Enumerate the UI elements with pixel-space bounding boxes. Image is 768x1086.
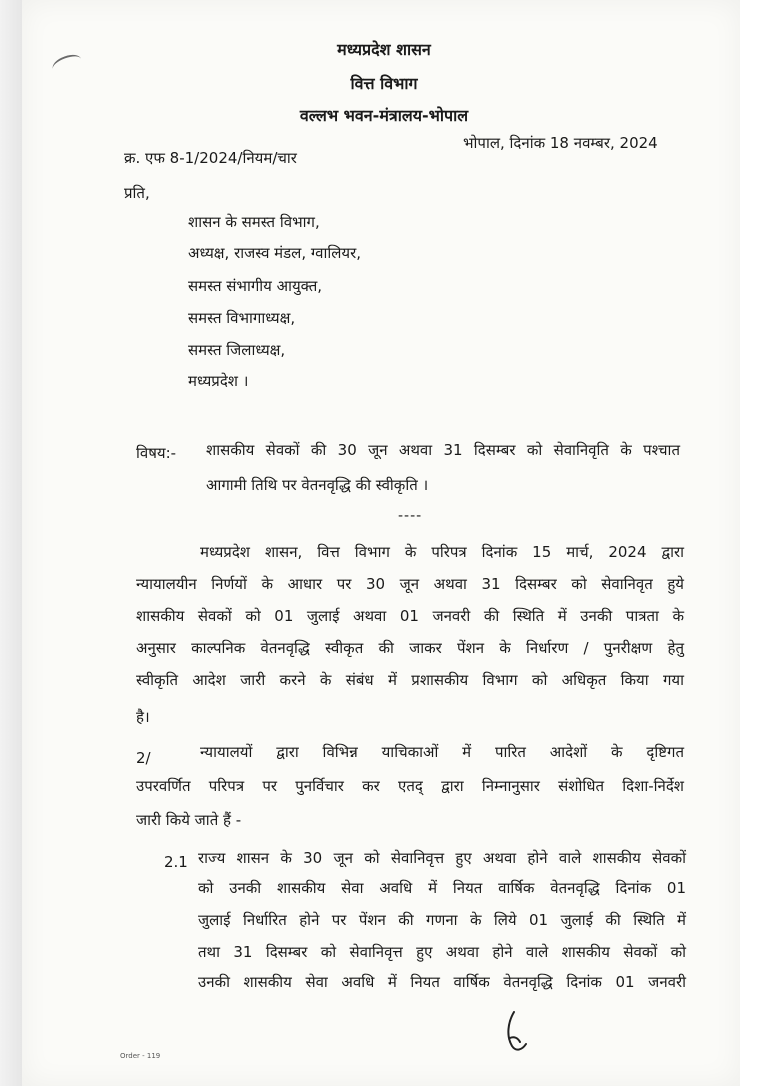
- header-government: मध्यप्रदेश शासन: [337, 40, 431, 59]
- reference-number: क्र. एफ 8-1/2024/नियम/चार: [124, 149, 297, 167]
- subject-line: आगामी तिथि पर वेतनवृद्धि की स्वीकृति ।: [206, 476, 429, 494]
- para-number: 2/: [136, 749, 151, 767]
- header-address: वल्लभ भवन-मंत्रालय-भोपाल: [299, 106, 469, 125]
- scan-left-edge: [0, 0, 22, 1086]
- subject-line: शासकीय सेवकों की 30 जून अथवा 31 दिसम्बर को सेवानिवृति के पश्चात: [206, 441, 680, 459]
- body-line: न्यायालयों द्वारा विभिन्न याचिकाओं में पारित आदेशों के दृष्टिगत: [200, 743, 684, 761]
- signature-mark: [500, 1008, 536, 1056]
- body-line: तथा 31 दिसम्बर को सेवानिवृत्त हुए अथवा होने वाले शासकीय सेवकों को: [198, 943, 686, 961]
- para-number: 2.1: [164, 853, 188, 871]
- recipient: समस्त जिलाध्यक्ष,: [188, 341, 286, 359]
- body-line: मध्यप्रदेश शासन, वित्त विभाग के परिपत्र दिनांक 15 मार्च, 2024 द्वारा: [200, 543, 684, 561]
- order-footnote: Order - 119: [120, 1052, 161, 1060]
- issue-date: भोपाल, दिनांक 18 नवम्बर, 2024: [463, 134, 658, 152]
- body-line: को उनकी शासकीय सेवा अवधि में नियत वार्षिक वेतनवृद्धि दिनांक 01: [198, 879, 686, 897]
- recipient: समस्त संभागीय आयुक्त,: [188, 277, 323, 295]
- separator: ----: [398, 508, 423, 524]
- body-line: स्वीकृति आदेश जारी करने के संबंध में प्रशासकीय विभाग को अधिकृत किया गया: [136, 671, 684, 689]
- body-line: शासकीय सेवकों को 01 जुलाई अथवा 01 जनवरी की स्थिति में उनकी पात्रता के: [136, 607, 684, 625]
- to-label: प्रति,: [124, 184, 150, 202]
- body-line: उनकी शासकीय सेवा अवधि में नियत वार्षिक वेतनवृद्धि दिनांक 01 जनवरी: [198, 973, 686, 991]
- recipient: समस्त विभागाध्यक्ष,: [188, 309, 296, 327]
- body-line: राज्य शासन के 30 जून को सेवानिवृत्त हुए अथवा होने वाले शासकीय सेवकों: [198, 849, 686, 867]
- recipient: अध्यक्ष, राजस्व मंडल, ग्वालियर,: [188, 244, 361, 262]
- recipient: शासन के समस्त विभाग,: [188, 213, 320, 231]
- header-department: वित्त विभाग: [350, 74, 418, 93]
- body-line: है।: [136, 708, 150, 726]
- body-line: उपरवर्णित परिपत्र पर पुनर्विचार कर एतद् द्वारा निम्नानुसार संशोधित दिशा-निर्देश: [136, 777, 684, 795]
- body-line: जुलाई निर्धारित होने पर पेंशन की गणना के लिये 01 जुलाई की स्थिति में: [198, 911, 686, 929]
- body-line: अनुसार काल्पनिक वेतनवृद्धि स्वीकृत की जाकर पेंशन के निर्धारण / पुनरीक्षण हेतु: [136, 639, 684, 657]
- subject-label: विषय:-: [136, 444, 177, 462]
- body-line: जारी किये जाते हैं -: [136, 811, 242, 829]
- recipient: मध्यप्रदेश ।: [188, 372, 249, 390]
- body-line: न्यायालयीन निर्णयों के आधार पर 30 जून अथवा 31 दिसम्बर को सेवानिवृत हुये: [136, 575, 684, 593]
